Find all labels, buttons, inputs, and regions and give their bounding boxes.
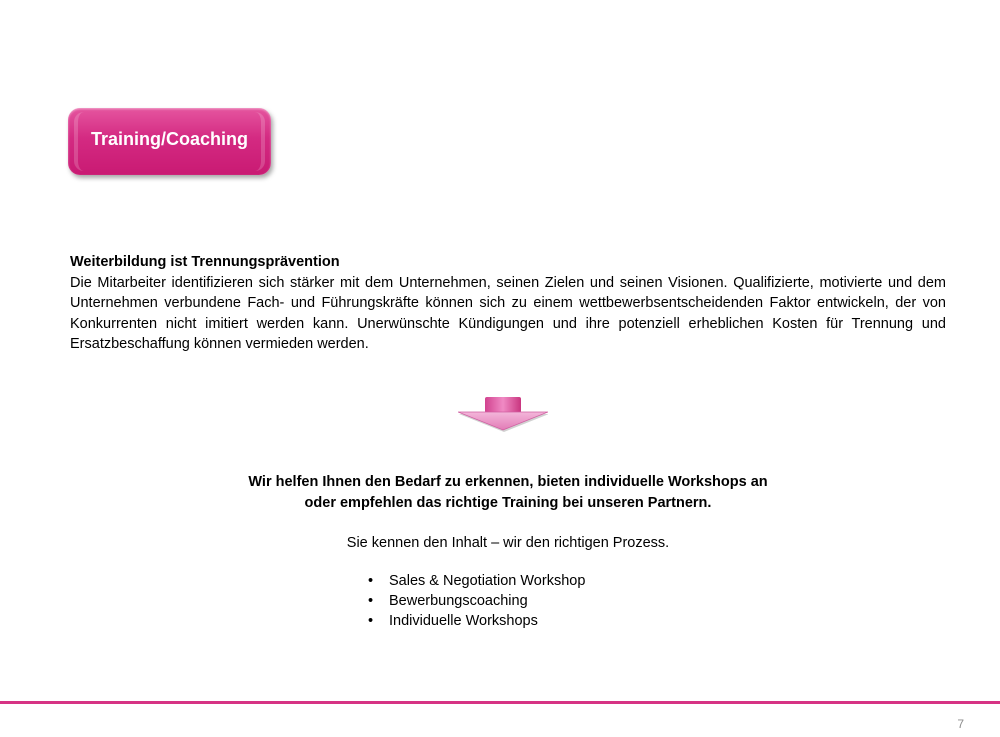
offer-line-2: oder empfehlen das richtige Training bei unseren Partnern.	[304, 494, 712, 511]
list-item	[366, 571, 585, 591]
title-box	[68, 108, 271, 175]
page-number: 7	[957, 717, 964, 731]
offer-line-1: Wir helfen Ihnen den Bedarf zu erkennen, bieten individuelle Workshops an	[248, 474, 768, 490]
page-title: Training/Coaching	[90, 129, 248, 149]
list-item-label: Bewerbungscoaching	[389, 593, 528, 609]
intro-heading: Weiterbildung ist Trennungsprävention	[70, 254, 340, 270]
bullet-icon: •	[368, 573, 374, 589]
bullet-icon: •	[368, 613, 374, 629]
bullet-icon: •	[368, 593, 374, 609]
intro-section	[70, 252, 946, 355]
list-item	[366, 591, 585, 611]
list-item-label: Individuelle Workshops	[389, 613, 538, 629]
list-item	[366, 611, 585, 631]
intro-body: Die Mitarbeiter identifizieren sich stärker mit dem Unternehmen, seinen Zielen und seinen Visionen. Qualifizierte, motivierte und dem Unternehmen verbundene Fach- und Führungskräfte können sich zu einem wettbewerbsentscheidenden Faktor entwickeln, der von Konkurrenten nicht imitiert werden kann. Unerwünschte Kündigungen und ihre potenziell erheblichen Kosten für Trennung und Ersatzbeschaffung können vermieden werden.	[70, 274, 946, 352]
offer-text	[200, 472, 816, 513]
process-text: Sie kennen den Inhalt – wir den richtigen Prozess.	[346, 535, 670, 551]
list-item-label: Sales & Negotiation Workshop	[389, 573, 586, 589]
down-arrow-icon	[458, 396, 548, 432]
workshop-list	[366, 571, 585, 631]
footer-divider	[0, 701, 1000, 704]
